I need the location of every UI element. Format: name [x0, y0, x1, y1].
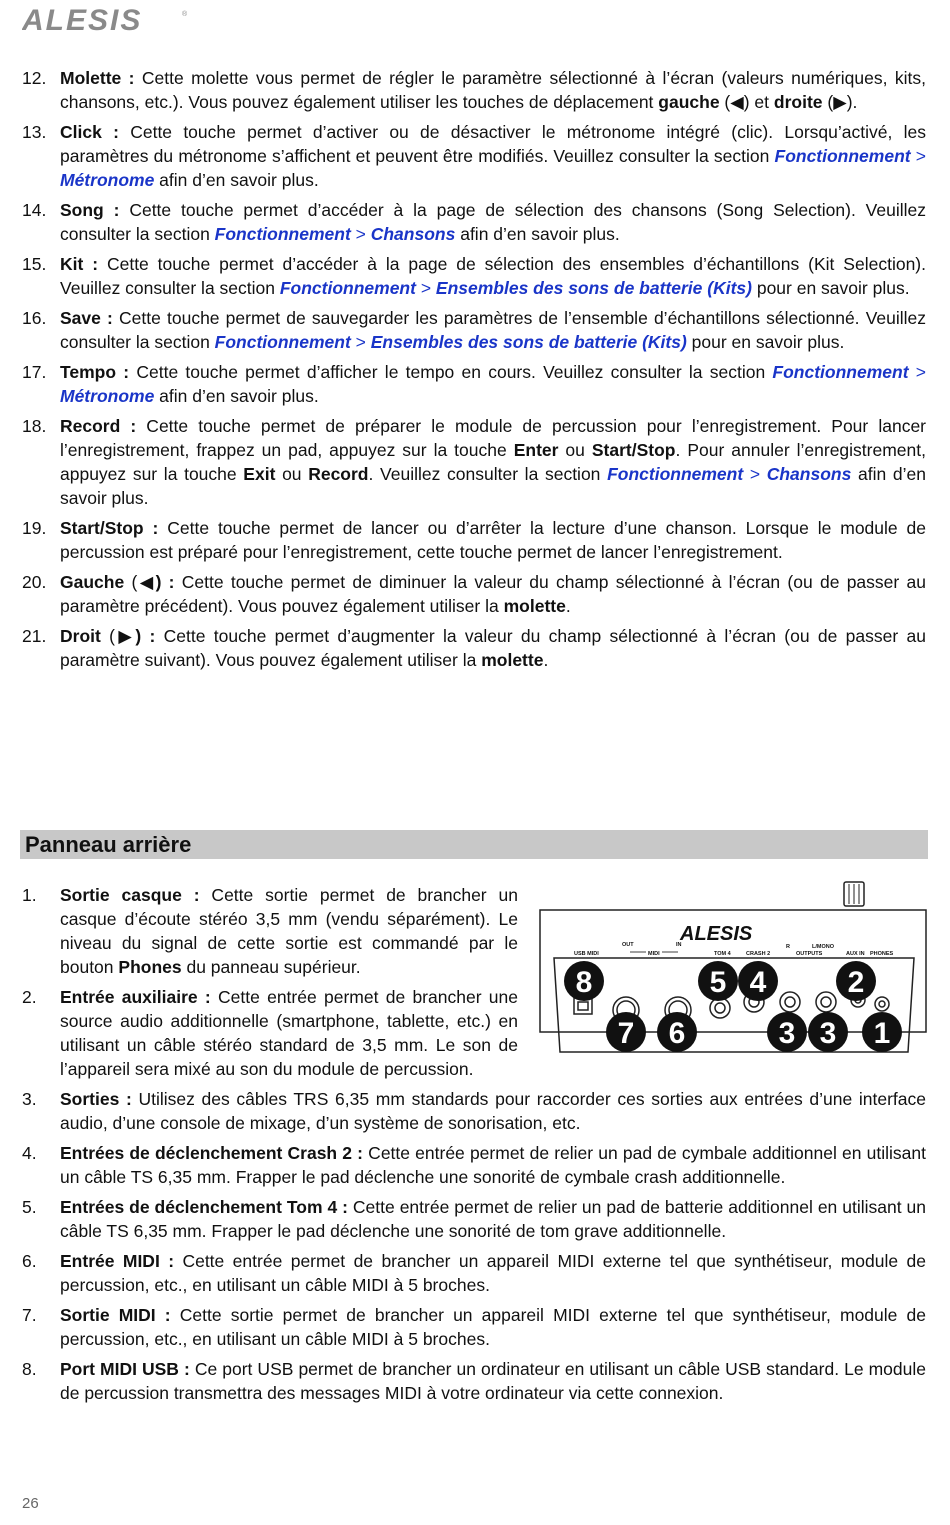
svg-text:PHONES: PHONES	[870, 951, 894, 957]
bold-text: Droit	[60, 626, 101, 646]
text-run: Cette entrée permet de relier un pad de batterie additionnel en utilisant un câble TS 6,35 mm. Frapper le pad déclenche une sonorité de tom grave additionnelle.	[60, 1197, 926, 1241]
list-item-text	[60, 200, 926, 244]
bold-text: Molette :	[60, 68, 135, 88]
text-run: >	[908, 362, 926, 382]
bold-text: ) :	[155, 572, 175, 592]
bold-text: ) :	[135, 626, 156, 646]
list-item-number: 2.	[22, 987, 37, 1007]
bold-text: Entrées de déclenchement Crash 2 :	[60, 1143, 364, 1163]
list-item-text	[60, 987, 518, 1079]
section-link[interactable]: Fonctionnement	[214, 224, 351, 244]
bold-text: Sortie MIDI :	[60, 1305, 171, 1325]
text-run: Cette sortie permet de brancher un casque d’écoute stéréo 3,5 mm (vendu séparément). Le niveau du signal de cette sortie est commandé par le bouton	[60, 885, 518, 977]
list-item-text	[60, 362, 926, 406]
bold-text: Record	[308, 464, 369, 484]
bold-text: molette	[503, 596, 566, 616]
text-run: Cette touche permet d’activer ou de désactiver le métronome intégré (clic). Lorsqu’activé, les paramètres du métronome s’affichent et peuvent être modifiés. Veuillez consulter la section	[60, 122, 926, 166]
list-item-text	[60, 1089, 926, 1133]
section-link[interactable]: Métronome	[60, 170, 155, 190]
list-item-number: 8.	[22, 1359, 37, 1379]
page-number: 26	[22, 1495, 39, 1512]
text-run: Ce port USB permet de brancher un ordinateur en utilisant un câble USB standard. Le module de percussion transmettra des messages MIDI à votre ordinateur via cette connexion.	[60, 1359, 926, 1403]
list-item-number: 5.	[22, 1197, 37, 1217]
text-run: (	[100, 626, 115, 646]
list-item-number: 15.	[22, 254, 47, 274]
text-run: Utilisez des câbles TRS 6,35 mm standards pour raccorder ces sorties aux entrées d’une interface audio, d’une console de mixage, d’un système de sonorisation, etc.	[60, 1089, 926, 1133]
list-item-text	[60, 416, 926, 508]
text-run: Cette touche permet d’afficher le tempo en cours. Veuillez consulter la section	[129, 362, 773, 382]
text-run: ).	[846, 92, 858, 112]
text-run: afin d’en savoir plus.	[154, 386, 319, 406]
bold-text: Entrées de déclenchement Tom 4 :	[60, 1197, 348, 1217]
text-run: Cette touche permet de lancer ou d’arrêter la lecture d’une chanson. Lorsque le module de percussion est préparé pour l’enregistrement, cette touche permet de lancer l’enregistrement.	[60, 518, 926, 562]
bold-text: Sorties :	[60, 1089, 132, 1109]
section-link[interactable]: Chansons	[766, 464, 852, 484]
text-run: >	[350, 332, 371, 352]
panel-logo: ALESIS	[680, 923, 753, 945]
text-run: >	[910, 146, 927, 166]
list-item	[22, 252, 926, 300]
text-run: pour en savoir plus.	[751, 278, 910, 298]
text-run: Cette molette vous permet de régler le paramètre sélectionné à l’écran (valeurs numériques, kits, chansons, etc.). Vous pouvez également utiliser les touches de déplacement	[60, 68, 926, 112]
list-item	[22, 883, 518, 979]
svg-text:AUX IN: AUX IN	[846, 951, 865, 957]
list-item	[22, 1303, 926, 1351]
bold-text: Port MIDI USB :	[60, 1359, 190, 1379]
list-item-text	[60, 885, 518, 977]
text-run: Cette touche permet de diminuer la valeur du champ sélectionné à l’écran (ou de passer au paramètre précédent). Vous pouvez également utiliser la	[60, 572, 926, 616]
bold-text: Gauche	[60, 572, 125, 592]
list-item-text	[60, 572, 926, 616]
text-run: afin d’en savoir plus.	[455, 224, 620, 244]
text-run: (	[719, 92, 731, 112]
list-item-number: 20.	[22, 572, 47, 592]
bold-text: Start/Stop	[591, 440, 676, 460]
text-run: Cette entrée permet de brancher une source audio additionnelle (smartphone, tablette, etc.) en utilisant un câble stéréo standard de 3,5 mm. Le son de l’appareil sera mixé au son du module de percussion.	[60, 987, 518, 1079]
list-item-text	[60, 68, 926, 112]
bold-text: Enter	[513, 440, 559, 460]
bold-text: Kit :	[60, 254, 99, 274]
bold-text: Entrée MIDI :	[60, 1251, 175, 1271]
bold-text: Record :	[60, 416, 137, 436]
list-item	[22, 1141, 926, 1189]
logo-text: ALESIS	[22, 4, 143, 36]
list-item	[22, 1249, 926, 1297]
section-link[interactable]: Chansons	[370, 224, 456, 244]
control-list-top	[22, 66, 926, 678]
bold-text: Tempo :	[60, 362, 130, 382]
section-link[interactable]: Ensembles des sons de batterie (Kits)	[435, 278, 752, 298]
list-item-number: 4.	[22, 1143, 37, 1163]
list-item	[22, 120, 926, 192]
svg-text:TOM 4: TOM 4	[714, 951, 731, 957]
callout-1: 1	[873, 1017, 891, 1050]
section-link[interactable]: Métronome	[60, 386, 155, 406]
callout-5: 5	[709, 966, 727, 999]
rear-panel-diagram	[538, 880, 928, 1060]
bold-text: Phones	[118, 957, 182, 977]
callout-4: 4	[749, 966, 767, 999]
svg-text:L/MONO: L/MONO	[812, 944, 834, 950]
svg-text:USB MIDI: USB MIDI	[574, 951, 599, 957]
list-item-text	[60, 1143, 926, 1187]
text-run: ou	[558, 440, 592, 460]
list-item-text	[60, 518, 926, 562]
svg-text:R: R	[786, 944, 790, 950]
list-item-number: 16.	[22, 308, 47, 328]
bold-text: Entrée auxiliaire :	[60, 987, 211, 1007]
bold-text: droite	[773, 92, 823, 112]
section-link[interactable]: Fonctionnement	[214, 332, 351, 352]
bold-text: Sortie casque :	[60, 885, 200, 905]
callout-3b: 3	[819, 1017, 837, 1050]
text-run: afin d’en savoir plus.	[154, 170, 319, 190]
text-run: afin d’en savoir plus.	[60, 464, 926, 508]
list-item	[22, 516, 926, 564]
text-run: du panneau supérieur.	[181, 957, 361, 977]
callout-6: 6	[668, 1017, 686, 1050]
text-run: ) et	[743, 92, 774, 112]
list-item	[22, 624, 926, 672]
bold-text: ▶	[833, 92, 847, 112]
bold-text: Click :	[60, 122, 119, 142]
bold-text: Start/Stop :	[60, 518, 159, 538]
text-run: (	[822, 92, 834, 112]
bold-text: gauche	[658, 92, 720, 112]
section-link[interactable]: Fonctionnement	[772, 362, 909, 382]
list-item-number: 17.	[22, 362, 47, 382]
list-item-text	[60, 626, 926, 670]
text-run: Cette entrée permet de relier un pad de cymbale additionnel en utilisant un câble TS 6,35 mm. Frapper le pad déclenche une sonorité de cymbale crash additionnelle.	[60, 1143, 927, 1187]
svg-text:OUT: OUT	[622, 942, 634, 948]
svg-text:CRASH 2: CRASH 2	[746, 951, 771, 957]
callout-8: 8	[575, 966, 593, 999]
section-header-bar	[20, 830, 928, 859]
list-item-number: 7.	[22, 1305, 37, 1325]
text-run: >	[743, 464, 767, 484]
svg-text:IN: IN	[676, 942, 682, 948]
text-run: . Veuillez consulter la section	[368, 464, 608, 484]
bold-text: Song :	[60, 200, 120, 220]
list-item	[22, 985, 518, 1081]
list-item	[22, 414, 926, 510]
svg-text:MIDI: MIDI	[648, 951, 660, 957]
list-item-number: 14.	[22, 200, 47, 220]
text-run: Cette touche permet de préparer le module de percussion pour l’enregistrement. Pour lancer l’enregistrement, frappez un pad, appuyez sur la touche	[60, 416, 927, 460]
callout-2: 2	[847, 966, 865, 999]
section-link[interactable]: Ensembles des sons de batterie (Kits)	[370, 332, 687, 352]
list-item-text	[60, 308, 926, 352]
bold-text: molette	[481, 650, 544, 670]
list-item-number: 1.	[22, 885, 37, 905]
text-run: (	[124, 572, 138, 592]
text-run: .	[565, 596, 571, 616]
list-item-number: 13.	[22, 122, 47, 142]
list-item-text	[60, 1197, 926, 1241]
callout-7: 7	[617, 1017, 635, 1050]
list-item-text	[60, 1359, 926, 1403]
list-item	[22, 1357, 926, 1405]
list-item-number: 18.	[22, 416, 47, 436]
list-item-number: 19.	[22, 518, 47, 538]
list-item-text	[60, 254, 926, 298]
text-run: >	[415, 278, 436, 298]
text-run: Cette touche permet d’augmenter la valeur du champ sélectionné à l’écran (ou de passer au paramètre suivant). Vous pouvez également utiliser la	[60, 626, 926, 670]
bold-text: ◀	[730, 92, 744, 112]
text-run: Cette touche permet de sauvegarder les paramètres de l’ensemble d’échantillons sélectionné. Veuillez consulter la section	[60, 308, 927, 352]
text-run: Cette touche permet d’accéder à la page de sélection des ensembles d’échantillons (Kit Selection). Veuillez consulter la section	[60, 254, 926, 298]
list-item	[22, 1087, 926, 1135]
text-run: .	[543, 650, 549, 670]
list-item	[22, 66, 926, 114]
text-run: Cette touche permet d’accéder à la page de sélection des chansons (Song Selection). Veuillez consulter la section	[60, 200, 926, 244]
list-item-number: 6.	[22, 1251, 37, 1271]
bold-text: Save :	[60, 308, 113, 328]
list-item-text	[60, 122, 926, 190]
list-item	[22, 306, 926, 354]
text-run: . Pour annuler l’enregistrement, appuyez sur la touche	[60, 440, 926, 484]
text-run: Cette sortie permet de brancher un appareil MIDI externe tel que synthétiseur, module de percussion, etc., en utilisant un câble MIDI à 5 broches.	[60, 1305, 926, 1349]
bold-text: Exit	[243, 464, 276, 484]
section-title: Panneau arrière	[25, 832, 192, 857]
section-link[interactable]: Fonctionnement	[279, 278, 416, 298]
svg-text:OUTPUTS: OUTPUTS	[796, 951, 823, 957]
list-item	[22, 198, 926, 246]
callout-3a: 3	[778, 1017, 796, 1050]
list-item	[22, 570, 926, 618]
list-item-text	[60, 1251, 926, 1295]
list-item-number: 12.	[22, 68, 47, 88]
svg-text:®: ®	[182, 11, 188, 18]
section-link[interactable]: Fonctionnement	[774, 146, 911, 166]
bold-text: ◀	[137, 572, 156, 592]
text-run: Cette entrée permet de brancher un appareil MIDI externe tel que synthétiseur, module de percussion, etc., en utilisant un câble MIDI à 5 broches.	[60, 1251, 926, 1295]
list-item	[22, 360, 926, 408]
list-item	[22, 1195, 926, 1243]
text-run: pour en savoir plus.	[686, 332, 845, 352]
text-run: >	[350, 224, 371, 244]
alesis-logo	[22, 4, 192, 36]
text-run: ou	[275, 464, 309, 484]
bold-text: ▶	[114, 626, 136, 646]
section-link[interactable]: Fonctionnement	[607, 464, 744, 484]
list-item-text	[60, 1305, 926, 1349]
list-item-number: 3.	[22, 1089, 37, 1109]
list-item-number: 21.	[22, 626, 47, 646]
